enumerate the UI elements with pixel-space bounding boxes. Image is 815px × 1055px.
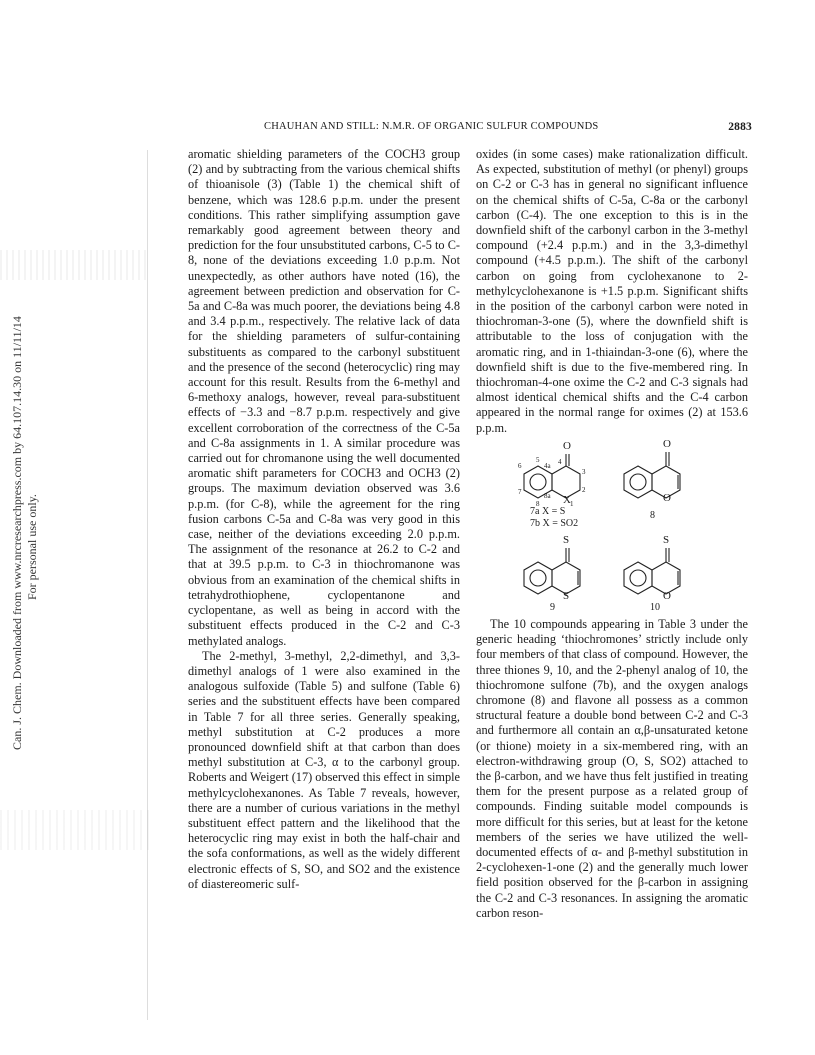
- compound-label: 7a X = S: [530, 506, 566, 517]
- download-notice: [10, 210, 40, 750]
- atom-label: O: [563, 440, 571, 452]
- atom-label: S: [563, 534, 570, 546]
- aromatic-circle-8: [630, 474, 646, 490]
- right-column-lower: [476, 617, 748, 921]
- paragraph: oxides (in some cases) make rationalization difficult. As expected, substitution of methyl (or phenyl) groups on C-2 or C-3 has in general no significant influence on the chemical shifts of C-5a, C-8a or the carbonyl carbon (C-4). The one exception to this is in the downfield shift of the carbonyl carbon in the 3-methyl compound (+2.4 p.p.m.) and in the 3,3-dimethyl compound (+4.5 p.p.m.). The shift of the carbonyl carbon on going from cyclohexanone to 2-methylcyclohexanone is +1.5 p.p.m. Significant shifts in the position of the carbonyl carbon were noted in thiochroman-3-one (5), where the downfield shift is attributable to the loss of conjugation with the aromatic ring, and in 1-thiaindan-3-one (6), where the downfield shift is due to the five-membered ring. In thiochroman-4-one oxime the C-2 and C-3 signals had almost identical chemical shifts and the C-4 carbon appeared in the normal range for oximes (2) at 153.6 p.p.m.: [476, 147, 748, 435]
- paragraph: The 10 compounds appearing in Table 3 under the generic heading ‘thiochromones’ strictly include only four members of that class of compound. However, the three thiones 9, 10, and the 2-phenyl analog of 10, the thiochromone sulfone (7b), and the oxygen analogs chromone (8) and flavone all possess as a common structural feature a double bond between C-2 and C-3 and furthermore all contain an α,β-unsaturated ketone (or thione) moiety in a six-membered ring, with an electron-withdrawing group (O, S, SO2) attached to the β-carbon, and we have thus felt justified in treating them for the present purpose as a related group of compounds. Finding suitable model compounds is more difficult for this series, but at least for the ketone members of the series we have utilized the well-documented effects of α- and β-methyl substitution in 2-cyclohexen-1-one (2) and the generally much lower field position observed for the β-carbon in assigning the C-2 and C-3 resonances. In assigning the aromatic carbon reson-: [476, 617, 748, 920]
- structure-drawings: [500, 444, 750, 614]
- atom-label: O: [663, 590, 671, 602]
- compound-label: 10: [650, 602, 660, 613]
- page-number: 2883: [728, 121, 752, 133]
- atom-label: O: [663, 492, 671, 504]
- download-notice-line: For personal use only.: [25, 494, 39, 600]
- locant-label: 7: [518, 488, 522, 496]
- compound-label: 7b X = SO2: [530, 518, 579, 529]
- locant-label: 8a: [544, 492, 551, 500]
- locant-label: 4a: [544, 462, 551, 470]
- locant-label: 1: [570, 500, 574, 508]
- right-column: [476, 147, 748, 436]
- locant-label: 5: [536, 456, 540, 464]
- compound-label: 9: [550, 602, 555, 613]
- locant-label: 6: [518, 462, 522, 470]
- left-column: [188, 147, 460, 892]
- scan-margin-line: [147, 150, 148, 1020]
- atom-label: S: [563, 590, 570, 602]
- locant-label: 8: [536, 500, 540, 508]
- compound-label: 8: [650, 510, 655, 521]
- atom-label: X: [563, 494, 571, 506]
- atom-label: S: [663, 534, 670, 546]
- aromatic-circle-7: [530, 474, 546, 490]
- benzene-ring-8: [624, 466, 652, 498]
- atom-label: O: [663, 438, 671, 450]
- benzene-ring-10: [624, 562, 652, 594]
- scan-artifact: [0, 810, 150, 850]
- locant-label: 4: [558, 458, 562, 466]
- running-header: [190, 121, 760, 137]
- locant-label: 2: [582, 486, 586, 494]
- paragraph: The 2-methyl, 3-methyl, 2,2-dimethyl, and 3,3-dimethyl analogs of 1 were also examined in the analogous sulfoxide (Table 5) and sulfone (Table 6) series and the substituent effects have been compared in Table 7 for all three series. Generally speaking, methyl substitution at C-2 produces a more pronounced downfield shift at that carbon than does methyl substitution at C-3, α to the carbonyl group. Roberts and Weigert (17) observed this effect in simple methylcyclohexanones. As Table 7 reveals, however, there are a number of curious variations in the methyl substituent effect pattern and the likelihood that the heterocyclic ring may exist in both the half-chair and the sofa conformations, as well as the widely different electronic effects of S, SO, and SO2 and the existence of diastereomeric sulf-: [188, 648, 460, 891]
- download-notice-line: Can. J. Chem. Downloaded from www.nrcresearchpress.com by 64.107.14.30 on 11/11/14: [10, 316, 24, 750]
- aromatic-circle-10: [630, 570, 646, 586]
- running-title: CHAUHAN AND STILL: N.M.R. OF ORGANIC SULFUR COMPOUNDS: [264, 121, 599, 132]
- benzene-ring-9: [524, 562, 552, 594]
- chemical-structures-figure: [500, 438, 750, 614]
- paragraph: aromatic shielding parameters of the COCH3 group (2) and by subtracting from the various chemical shifts of thioanisole (3) (Table 1) the chemical shift of benzene, which was 128.6 p.p.m. under the present conditions. This rather simplifying assumption gave remarkably good agreement between theory and prediction for the four unsubstituted carbons, C-5 to C-8, none of the deviations exceeding 1.0 p.p.m. Not unexpectedly, as other authors have noted (16), the agreement between prediction and observation for C-5a and C-8a was much poorer, the deviations being 4.8 and 3.4 p.p.m., respectively. The relative lack of data for the shielding parameters of sulfur-containing substituents as compared to the carbonyl substituent and the presence of the second (heterocyclic) ring may account for this result. Results from the 6-methyl and 6-methoxy analogs, however, reveal para-substituent effects of −3.3 and −8.7 p.p.m. respectively and give excellent corroboration of the correctness of the C-5a and C-8a assignments in 1. A similar procedure was carried out for chromanone using the well documented aromatic shift parameters for COCH3 and OCH3 (2) groups. The maximum deviation observed was 3.6 p.p.m. (for C-8), while the agreement for the ring fusion carbons C-5a and C-8a was very good in this case, neither of the deviations exceeding 2.0 p.p.m. The assignment of the resonance at 26.2 to C-2 and that at 39.5 p.p.m. to C-3 in thiochromanone was obvious from an examination of the chemical shifts in tetrahydrothiophene, cyclopentanone and cyclopentane, as well as being in accord with the substituent effects produced in the C-2 and C-3 methylated analogs.: [188, 147, 460, 648]
- locant-label: 3: [582, 468, 586, 476]
- aromatic-circle-9: [530, 570, 546, 586]
